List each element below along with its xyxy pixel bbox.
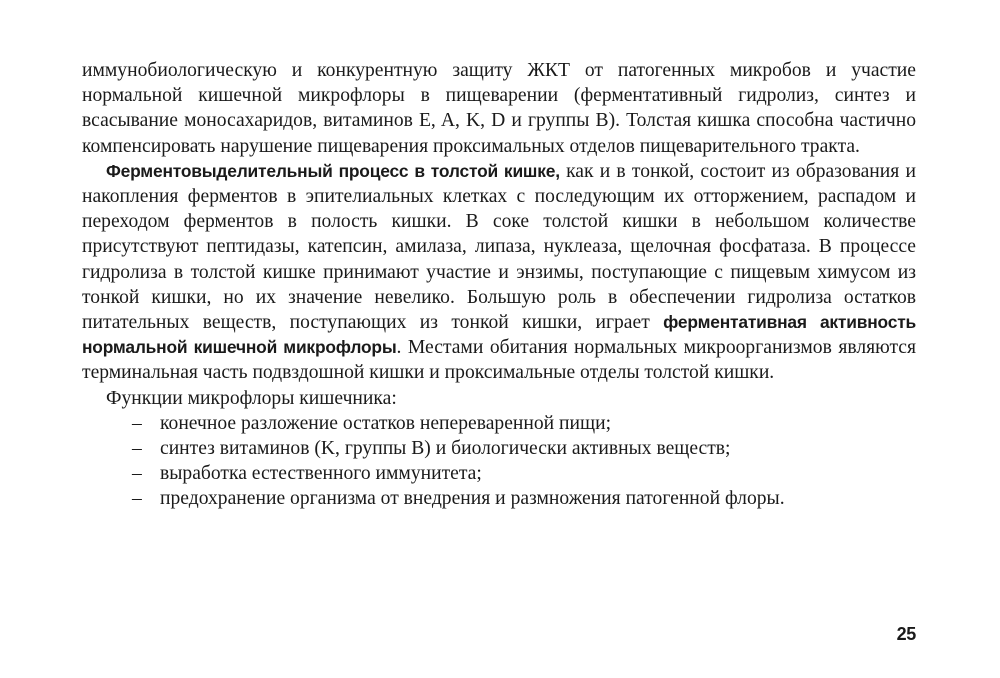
bold-term-enzyme-process: Ферментовыделительный процесс в толстой кишке,: [106, 160, 560, 181]
list-item: [132, 461, 916, 486]
list-item-text: конечное разложение остатков непереваренной пищи;: [160, 412, 612, 434]
list-item-text: синтез витаминов (K, группы B) и биологически активных веществ;: [160, 438, 731, 460]
dash-marker: –: [132, 463, 142, 485]
dash-marker: –: [132, 412, 142, 434]
bold-term-microflora-activity: ферментативная активность нормальной кишечной микрофлоры: [82, 312, 916, 358]
paragraph-2: [82, 159, 916, 386]
functions-list: [82, 411, 916, 512]
list-item-text: предохранение организма от внедрения и размножения патогенной флоры.: [160, 488, 785, 510]
paragraph-2-text-b: . Местами обитания нормальных микроорганизмов являются терминальная часть подвздошной кишки и проксимальные отделы толстой кишки.: [82, 337, 917, 384]
dash-marker: –: [132, 438, 142, 460]
paragraph-2-text-a: как и в тонкой, состоит из образования и накопления ферментов в эпителиальных клетках с последующим их отторжением, распадом и переходом ферментов в полость кишки. В соке толстой кишки в небольшом количестве присутствуют пептидазы, катепсин, амилаза, липаза, нуклеаза, щелочная фосфатаза. В процессе гидролиза в толстой кишке принимают участие и энзимы, поступающие с пищевым химусом из тонкой кишки, но их значение невелико. Большую роль в обеспечении гидролиза остатков питательных веществ, поступающих из тонкой кишки, играет: [82, 160, 916, 334]
list-intro: Функции микрофлоры кишечника:: [106, 387, 397, 409]
list-item-text: выработка естественного иммунитета;: [160, 463, 482, 485]
page-body: [82, 58, 916, 512]
dash-marker: –: [132, 488, 142, 510]
list-item: [132, 411, 916, 436]
list-item: [132, 486, 916, 511]
paragraph-1: иммунобиологическую и конкурентную защиту ЖКТ от патогенных микробов и участие нормальной кишечной микрофлоры в пищеварении (ферментативный гидролиз, синтез и всасывание моносахаридов, витаминов E, A, K, D и группы B). Толстая кишка способна частично компенсировать нарушение пищеварения проксимальных отделов пищеварительного тракта.: [82, 60, 916, 157]
list-item: [132, 436, 916, 461]
page-number: 25: [896, 624, 916, 644]
